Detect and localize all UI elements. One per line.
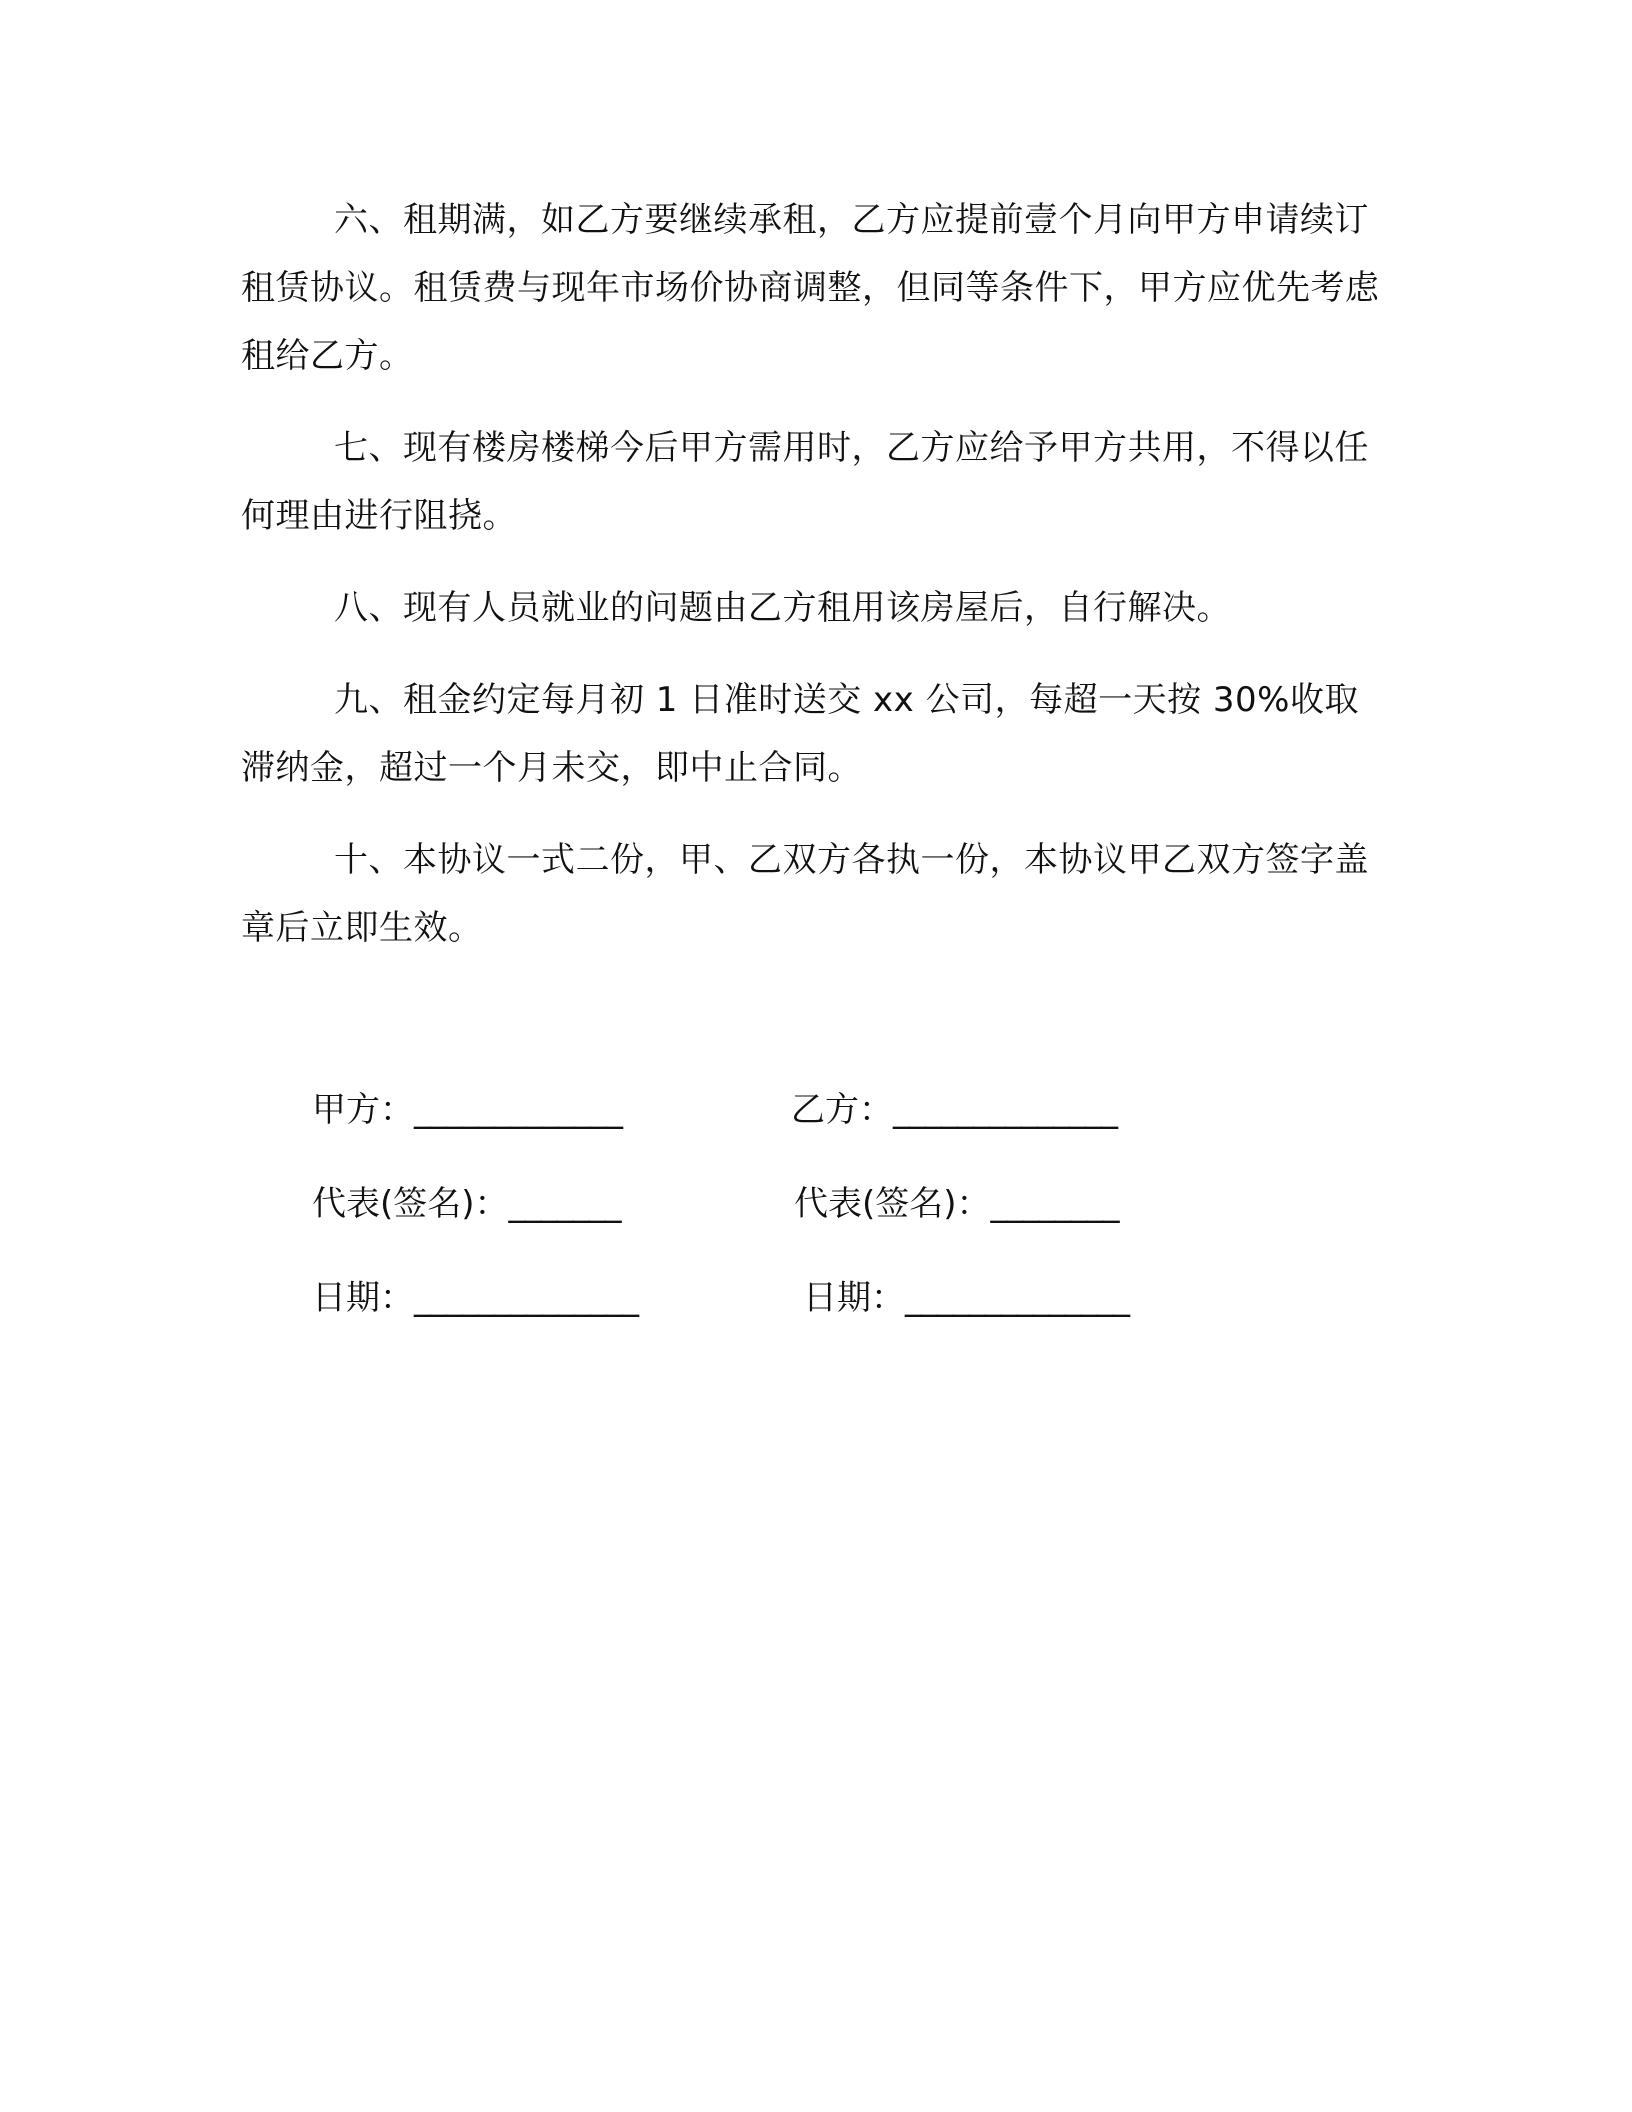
party-b-rep-line [794,1180,1119,1228]
party-a-blank: _____________ [414,1090,622,1130]
party-b-line [791,1086,1117,1134]
clause-7: 七、现有楼房楼梯今后甲方需用时，乙方应给予甲方共用，不得以任何理由进行阻挠。 [241,428,1369,536]
clause-6: 六、租期满，如乙方要继续承租，乙方应提前壹个月向甲方申请续订租赁协议。租赁费与现年市场价协商调整，但同等条件下，甲方应优先考虑租给乙方。 [241,200,1380,376]
contract-clauses [241,186,1381,986]
party-b-date-blank: ______________ [905,1278,1129,1318]
party-a-label: 甲方： [312,1090,414,1130]
clause-9: 九、租金约定每月初 1 日准时送交 xx 公司，每超一天按 30%收取滞纳金，超过一个月未交，即中止合同。 [241,680,1359,788]
party-b-rep-label: 代表(签名)： [794,1184,991,1224]
party-b-blank: ______________ [893,1090,1117,1130]
party-a-line [312,1086,622,1134]
party-a-date-line [312,1274,638,1322]
clause-10: 十、本协议一式二份，甲、乙双方各执一份，本协议甲乙双方签字盖章后立即生效。 [241,840,1369,948]
party-a-rep-blank: _______ [508,1184,621,1224]
party-a-rep-label: 代表(签名)： [312,1184,509,1224]
party-b-date-line [803,1274,1129,1322]
clause-8: 八、现有人员就业的问题由乙方租用该房屋后，自行解决。 [334,588,1231,628]
party-a-date-blank: ______________ [414,1278,638,1318]
party-a-date-label: 日期： [312,1278,414,1318]
party-b-date-label: 日期： [803,1278,905,1318]
party-b-label: 乙方： [791,1090,893,1130]
party-b-rep-blank: ________ [990,1184,1119,1224]
party-a-rep-line [312,1180,621,1228]
